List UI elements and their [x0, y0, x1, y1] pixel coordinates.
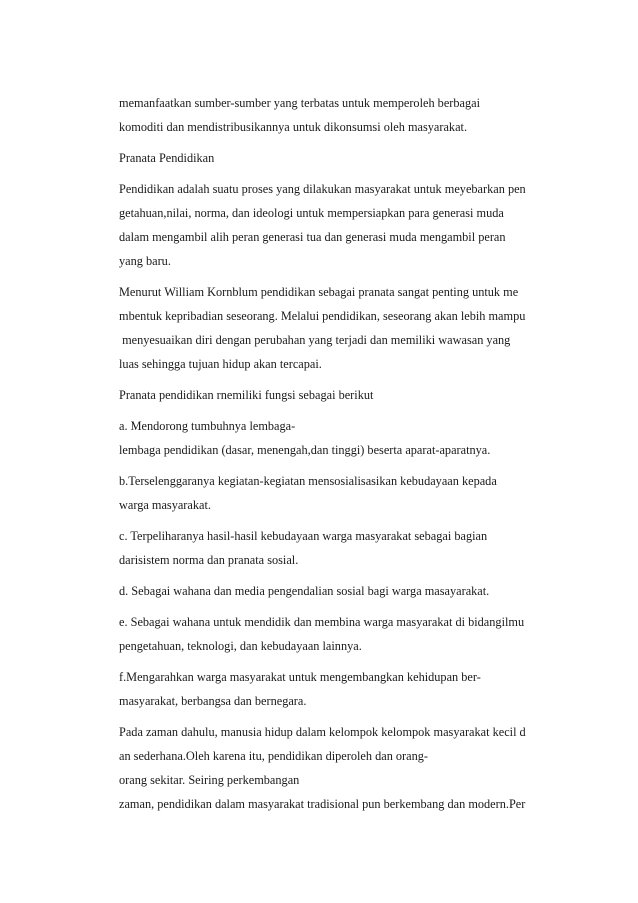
text-line: menyesuaikan diri dengan perubahan yang terjadi dan memiliki wawasan yang: [119, 333, 511, 347]
text-line: darisistem norma dan pranata sosial.: [119, 553, 299, 567]
paragraph-definition: [119, 177, 579, 273]
text-line: f.Mengarahkan warga masyarakat untuk mengembangkan kehidupan ber-: [119, 670, 481, 684]
paragraph-history: [119, 720, 579, 816]
document-body: [119, 91, 579, 823]
text-line: zaman, pendidikan dalam masyarakat tradisional pun berkembang dan modern.Per: [119, 797, 526, 811]
text-line: komoditi dan mendistribusikannya untuk dikonsumsi oleh masyarakat.: [119, 120, 468, 134]
text-line: luas sehingga tujuan hidup akan tercapai.: [119, 357, 322, 371]
heading-line: Pranata Pendidikan: [119, 151, 215, 165]
paragraph-economy-continuation: [119, 91, 579, 139]
text-line: lembaga pendidikan (dasar, menengah,dan tinggi) beserta aparat-aparatnya.: [119, 443, 491, 457]
text-line: an sederhana.Oleh karena itu, pendidikan diperoleh dan orang-: [119, 749, 429, 763]
text-line: c. Terpeliharanya hasil-hasil kebudayaan warga masyarakat sebagai bagian: [119, 529, 488, 543]
text-line: yang baru.: [119, 254, 171, 268]
section-heading-pranata-pendidikan: [119, 146, 579, 170]
text-line: masyarakat, berbangsa dan bernegara.: [119, 694, 307, 708]
text-line: Menurut William Kornblum pendidikan sebagai pranata sangat penting untuk me: [119, 285, 519, 299]
list-item-d: [119, 579, 579, 603]
paragraph-kornblum: [119, 280, 579, 376]
list-item-c: [119, 524, 579, 572]
text-line: dalam mengambil alih peran generasi tua dan generasi muda mengambil peran: [119, 230, 506, 244]
text-line: pengetahuan, teknologi, dan kebudayaan lainnya.: [119, 639, 362, 653]
paragraph-functions-intro: [119, 383, 579, 407]
text-line: b.Terselenggaranya kegiatan-kegiatan mensosialisasikan kebudayaan kepada: [119, 474, 497, 488]
text-line: Pada zaman dahulu, manusia hidup dalam kelompok kelompok masyarakat kecil d: [119, 725, 526, 739]
list-item-e: [119, 610, 579, 658]
text-line: warga masyarakat.: [119, 498, 211, 512]
list-item-f: [119, 665, 579, 713]
text-line: d. Sebagai wahana dan media pengendalian sosial bagi warga masayarakat.: [119, 584, 490, 598]
text-line: memanfaatkan sumber-sumber yang terbatas untuk memperoleh berbagai: [119, 96, 481, 110]
list-item-a: [119, 414, 579, 462]
text-line: Pranata pendidikan rnemiliki fungsi sebagai berikut: [119, 388, 374, 402]
text-line: Pendidikan adalah suatu proses yang dilakukan masyarakat untuk meyebarkan pen: [119, 182, 526, 196]
text-line: a. Mendorong tumbuhnya lembaga-: [119, 419, 296, 433]
list-item-b: [119, 469, 579, 517]
text-line: e. Sebagai wahana untuk mendidik dan membina warga masyarakat di bidangilmu: [119, 615, 525, 629]
text-line: mbentuk kepribadian seseorang. Melalui pendidikan, seseorang akan lebih mampu: [119, 309, 526, 323]
text-line: orang sekitar. Seiring perkembangan: [119, 773, 300, 787]
text-line: getahuan,nilai, norma, dan ideologi untuk mempersiapkan para generasi muda: [119, 206, 504, 220]
